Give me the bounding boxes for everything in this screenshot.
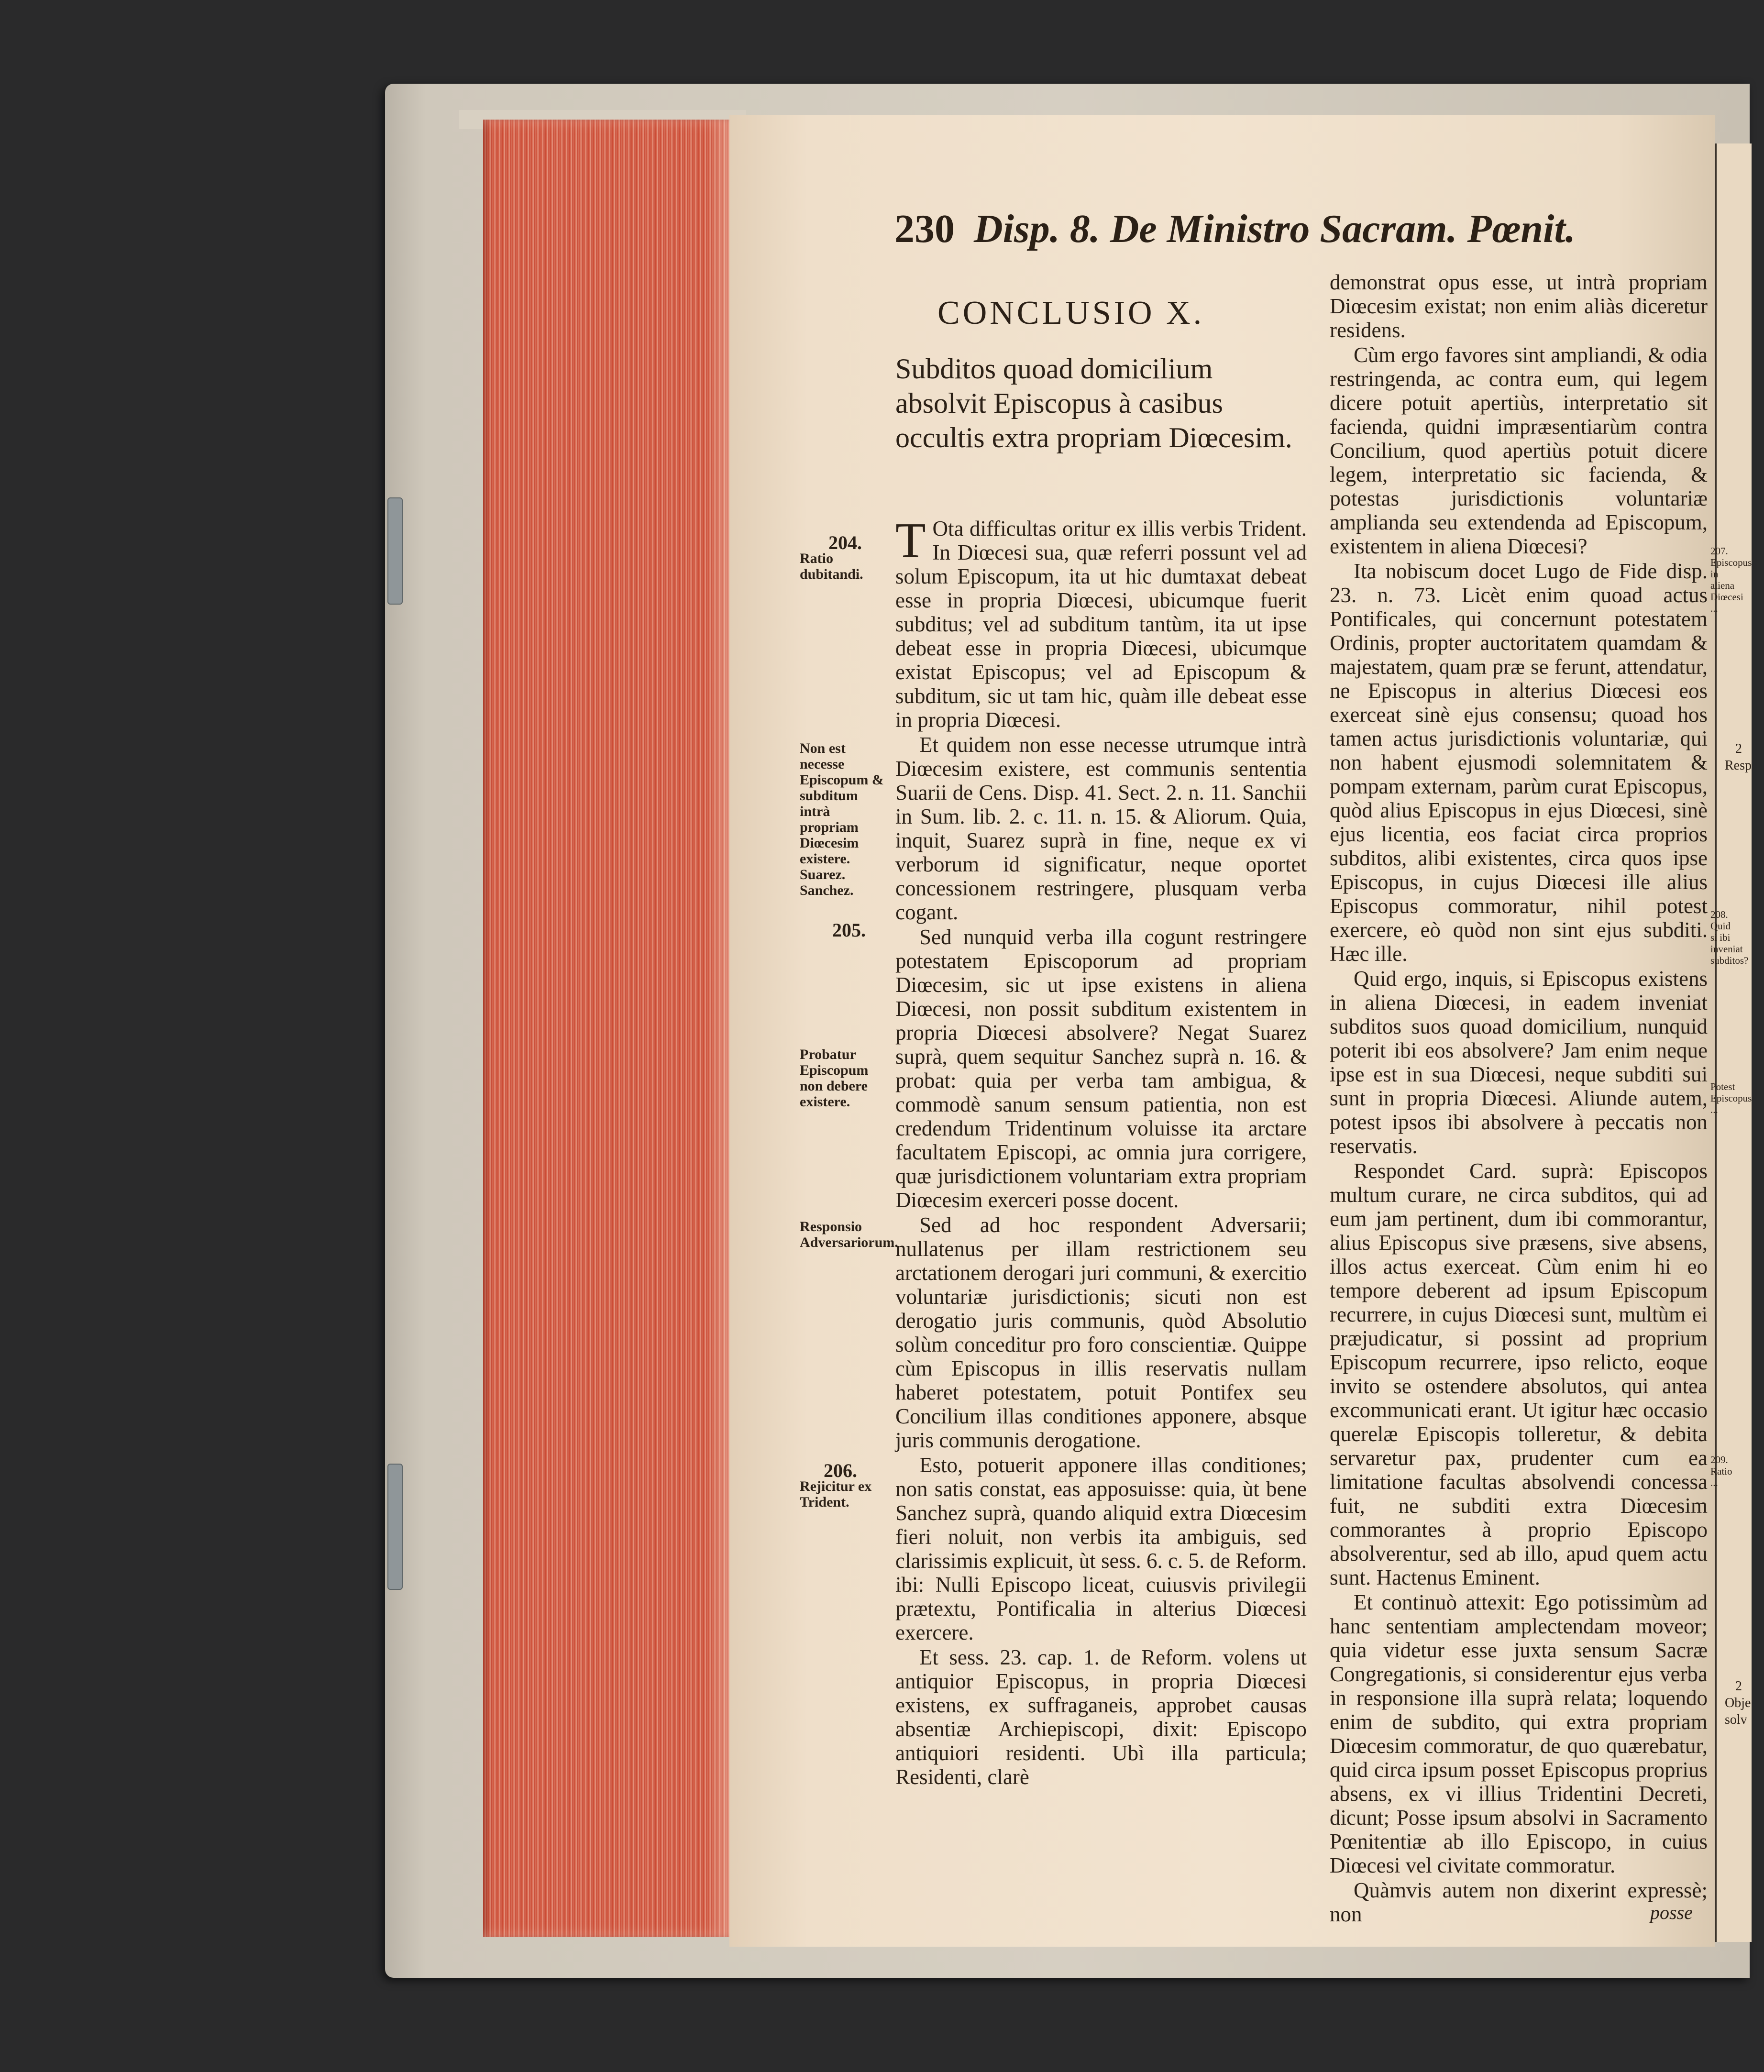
paragraph: Et sess. 23. cap. 1. de Reform. volens ut antiquior Episcopus, in propria Diœcesi existens, ex suffraganeis, approbet causas absentiæ Archiepiscopi, dixit: Episcopo antiquiori residenti. Ubì illa particula; Residenti, clarè bbox=[895, 1645, 1307, 1789]
paragraph: Respondet Card. suprà: Episcopos multum curare, ne circa subditos, qui ad eum jam pertinent, dum ibi commorantur, alius Episcopus sive præsens, sive absens, illos actus exerceat. Cùm enim hi eo tempore deberent ad ipsum Episcopum recurrere, in cujus Diœcesi sunt, multùm ei præjudicatur, si possint ad proprium Episcopum recurrere, ipso relicto, eoque invito se ostendere absolutos, qui antea excommunicati erant. Ut igitur hæc occasio querelæ Episcopis tolleretur, & debita servaretur pax, prudenter cum ea limitatione facultas absolvendi concessa fuit, ne subditi extra Diœcesim commorantes à proprio Episcopo absolverentur, sed ab illo, apud quem actu sunt. Hactenus Eminent. bbox=[1330, 1159, 1708, 1589]
margin-note-non-est-necesse: Non est necesse Episcopum & subditum intrà propriam Diœcesim existere. Suarez. Sanchez. bbox=[800, 740, 884, 898]
paragraph: Ita nobiscum docet Lugo de Fide disp. 23. n. 73. Licèt enim quoad actus Pontificales, qui concernunt potestatem Ordinis, propter auctoritatem quamdam & majestatem, quam præ se ferunt, attendatur, ne Episcopus in alterius Diœcesi eos exerceat sinè ejus consensu; quoad hos tamen actus jurisdictionis voluntariæ, qui non habent ejusmodi solemnitatem & pompam externam, parùm curat Episcopus, quòd alius Episcopus in ejus Diœcesi, sinè ejus licentia, eos faciat circa proprios subditos, alibi existentes, circa quos ipse Episcopus, in cujus Diœcesi ille alius Episcopus commoratur, nihil potest exercere, eò quòd non sint ejus subditi. Hæc ille. bbox=[1330, 559, 1708, 966]
paragraph: Quàmvis autem non dixerint expressè; non bbox=[1330, 1878, 1708, 1926]
facing-page-fragment: Obje bbox=[1725, 1696, 1751, 1710]
paragraph: demonstrat opus esse, ut intrà propriam Diœcesim existat; non enim aliàs diceretur residens. bbox=[1330, 270, 1708, 342]
margin-note-206: 206. Rejicitur ex Trident. bbox=[800, 1460, 872, 1510]
clasp-lower bbox=[387, 1464, 403, 1590]
conclusio-heading: CONCLUSIO X. bbox=[937, 295, 1205, 331]
drop-cap: T bbox=[895, 513, 926, 568]
paragraph: T Ota difficultas oritur ex illis verbis Trident. In Diœcesi sua, quæ referri possunt vel ad solum Episcopum, ita ut hic dumtaxat debeat esse in propria Diœcesi, ubicumque fuerit subditus; vel ad subditum tantùm, ita ut ipse debeat esse in propria Diœcesi, ubicumque existat Episcopus; vel ad Episcopum & subditum, sic ut tam hic, quàm ille debeat esse in propria Diœcesi. bbox=[895, 513, 1307, 732]
catchword: posse bbox=[1650, 1902, 1693, 1923]
right-margin-note-potest: Potest Episcopus ... bbox=[1710, 1081, 1752, 1115]
paragraph: Cùm ergo favores sint ampliandi, & odia restringenda, ac contra eum, qui legem dicere potuit apertiùs, interpretatio sit facienda, quidni impræsentiarùm contra Concilium, quod apertiùs potuit dicere legem, interpretatio sic facienda, & potestas jurisdictionis voluntariæ amplianda seu extendenda ad Episcopum, existentem in aliena Diœcesi? bbox=[1330, 343, 1708, 558]
paragraph: Sed nunquid verba illa cogunt restringere potestatem Episcoporum ad propriam Diœcesim, sic ut ipse existens in aliena Diœcesi, non possit subditum existentem in propria Diœcesi absolvere? Negat Suarez suprà, quem sequitur Sanchez suprà n. 16. & probat: quia per verba tam ambigua, & commodè sanum sensum patientia, non est credendum Tridentinum voluisse ita arctare facultatem Episcopi, ac omnia jura corrigere, quæ jurisdictionem voluntariam extra propriam Diœcesim exerceri posse docent. bbox=[895, 925, 1307, 1212]
running-title: Disp. 8. De Ministro Sacram. Pœnit. bbox=[974, 207, 1576, 251]
paragraph: Quid ergo, inquis, si Episcopus existens in aliena Diœcesi, in eadem inveniat subditos suos quoad domicilium, nunquid poterit ibi eos absolvere? Jam enim neque ipse est in sua Diœcesi, neque subditi sui sunt in propria Diœcesi. Aliunde autem, potest ipsos ibi absolvere à peccatis non reservatis. bbox=[1330, 967, 1708, 1158]
margin-note-responsio: Responsio Adversariorum. bbox=[800, 1219, 898, 1250]
page-number: 230 bbox=[894, 207, 955, 251]
right-text-column bbox=[1330, 270, 1708, 1927]
right-margin-note-208: 208. Quid si ibi inveniat subditos? bbox=[1710, 909, 1749, 966]
paragraph: Et continuò attexit: Ego potissimùm ad hanc sententiam amplectendam moveor; quia videtur esse juxta sensum Sacræ Congregationis, si considerentur ejus verba in responsione illa suprà relata; loquendo enim de subdito, qui extra propriam Diœcesim commoratur, de quo quærebatur, quid circa ipsum posset Episcopus proprius absens, ex vi illius Tridentini Decreti, dicunt; Posse ipsum absolvi in Sacramento Pœnitentiæ ab illo Episcopo, in cuius Diœcesi vel civitate commoratur. bbox=[1330, 1590, 1708, 1877]
facing-page-fragment: solv bbox=[1725, 1712, 1747, 1727]
right-margin-note-207: 207. Episcopus in aliena Diœcesi ... bbox=[1710, 545, 1752, 614]
margin-note-205: 205. bbox=[832, 919, 866, 941]
clasp-upper bbox=[387, 497, 403, 605]
right-margin-note-209: 209. Ratio ... bbox=[1710, 1454, 1732, 1488]
facing-page-fragment: Resp bbox=[1725, 758, 1752, 773]
paragraph: Et quidem non esse necesse utrumque intrà Diœcesim existere, est communis sententia Suarii de Cens. Disp. 41. Sect. 2. n. 11. Sanchii in Sum. lib. 2. c. 11. n. 15. & Aliorum. Quia, inquit, Suarez suprà in fine, neque ex vi verborum id significatur, neque oportet concessionem restringere, plusquam verba cogant. bbox=[895, 733, 1307, 924]
facing-page-edge bbox=[1715, 143, 1752, 1942]
paragraph: Sed ad hoc respondent Adversarii; nullatenus per illam restrictionem seu arctationem derogari juri communi, & exercitio voluntariæ jurisdictionis; sicuti non est derogatio juris communis, quòd Absolutio solùm conceditur pro foro conscientiæ. Quippe cùm Episcopus in illis reservatis nullam haberet potestatem, potuit Pontifex seu Concilium illas conditiones apponere, absque juris communis derogatione. bbox=[895, 1213, 1307, 1452]
paragraph: Esto, potuerit apponere illas conditiones; non satis constat, eas apposuisse: quia, ùt bene Sanchez suprà, quando aliquid extra Diœcesim fieri noluit, non verbis ita ambiguis, sed clarissimis explicuit, ùt sess. 6. c. 5. de Reform. ibi: Nulli Episcopo liceat, cuiusvis privilegii prætextu, Pontificalia in alterius Diœcesi exercere. bbox=[895, 1453, 1307, 1644]
margin-note-probatur: Probatur Episcopum non debere existere. bbox=[800, 1047, 869, 1110]
red-page-edges bbox=[483, 120, 729, 1937]
left-text-column bbox=[895, 513, 1307, 1790]
facing-page-fragment: 2 bbox=[1735, 1679, 1742, 1694]
running-header bbox=[894, 206, 1660, 258]
margin-note-204: 204. Ratio dubitandi. bbox=[800, 532, 863, 582]
thesis-statement: Subditos quoad domicilium absolvit Episcopus à casibus occultis extra propriam Diœcesim. bbox=[895, 353, 1292, 453]
facing-page-fragment: 2 bbox=[1735, 741, 1742, 756]
